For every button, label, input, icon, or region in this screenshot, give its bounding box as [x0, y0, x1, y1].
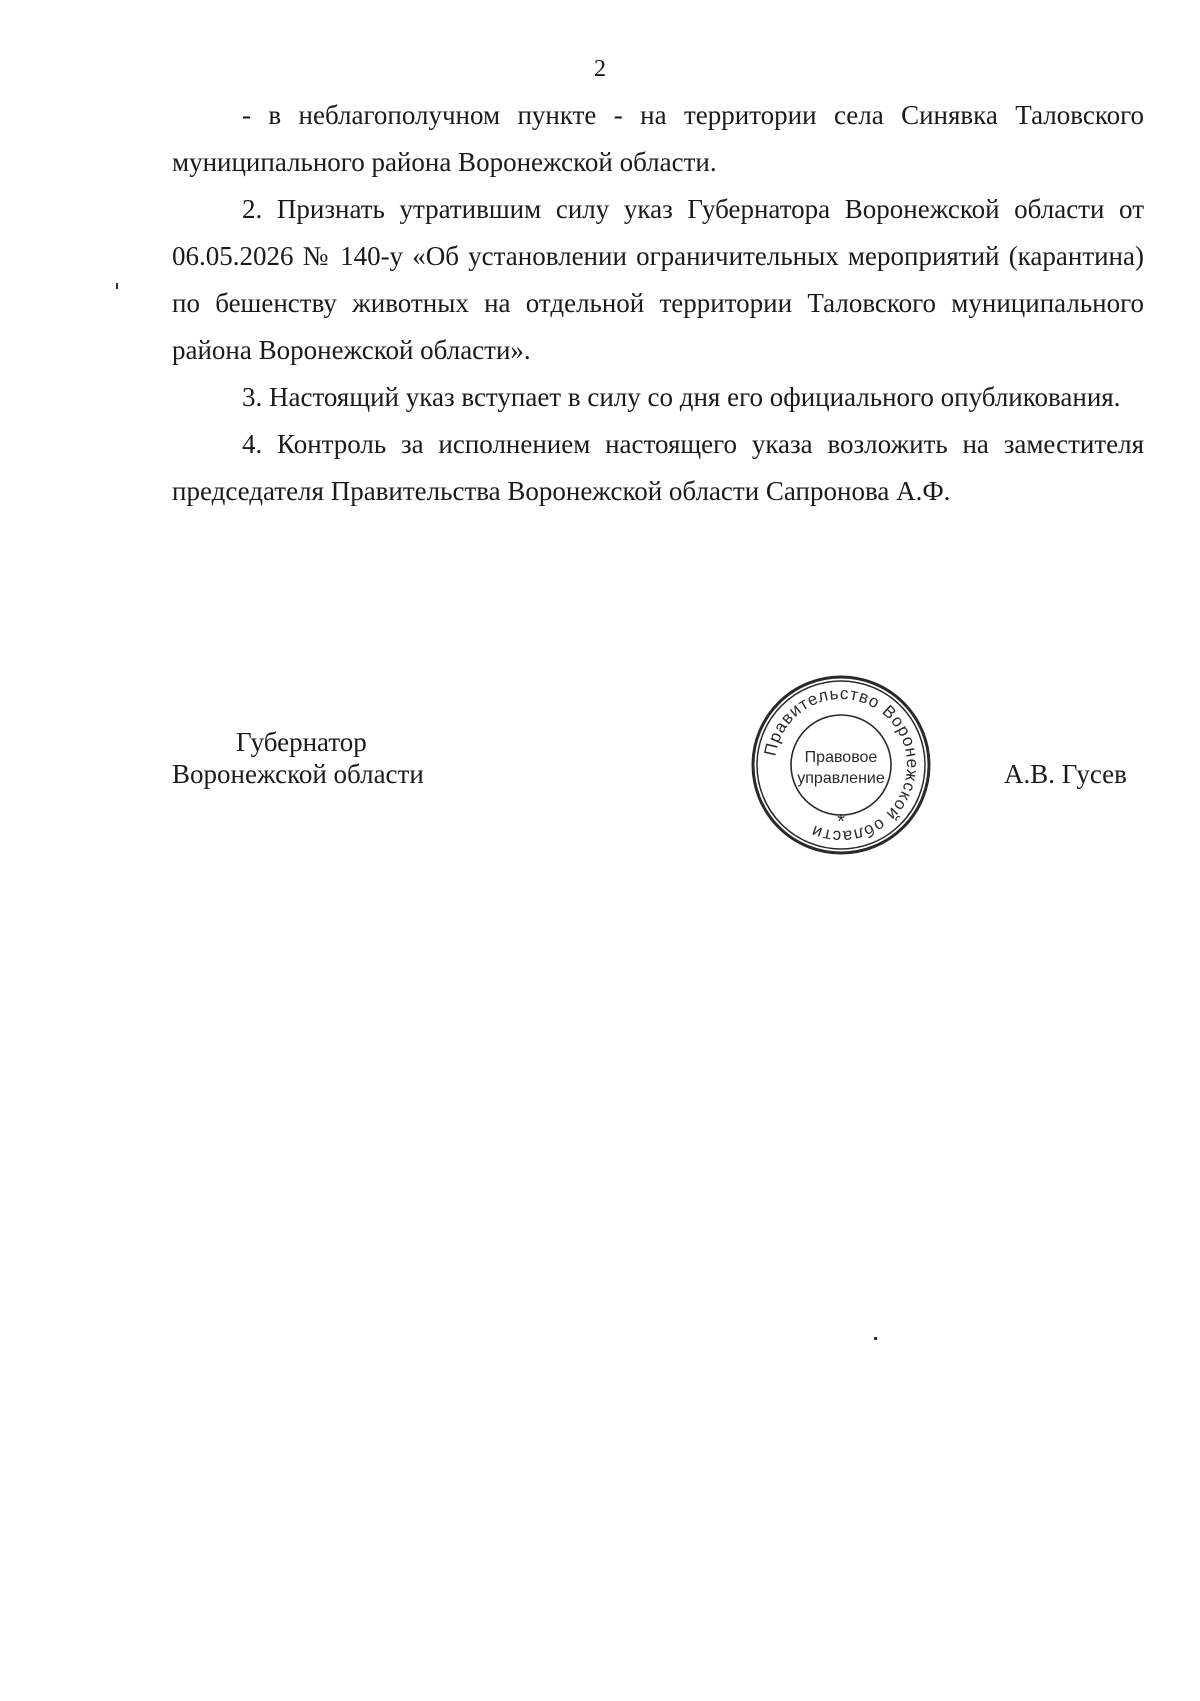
signatory-position	[172, 726, 424, 790]
document-body	[172, 92, 1144, 515]
legal-department-stamp	[746, 670, 936, 860]
signatory-title-line1: Губернатор	[236, 727, 367, 757]
stamp-graphic	[746, 670, 936, 860]
stamp-star: *	[837, 811, 845, 833]
paragraph-4-control: 4. Контроль за исполнением настоящего указа возложить на заместителя председателя Правительства Воронежской области Сапронова А.Ф.	[172, 429, 1144, 506]
page-number: 2	[594, 56, 606, 82]
scan-mark-left	[116, 283, 118, 289]
paragraph-2-repeal: 2. Признать утратившим силу указ Губернатора Воронежской области от 06.05.2026 № 140-у «Об установлении ограничительных мероприятий (карантина) по бешенству животных на отдельной территории Таловского муниципального района Воронежской области».	[172, 194, 1144, 365]
stamp-ring-text: Правительство Воронежской области	[760, 683, 923, 847]
paragraph-territory: - в неблагополучном пункте - на территории села Синявка Таловского муниципального района Воронежской области.	[172, 100, 1144, 177]
signatory-title-line2: Воронежской области	[172, 759, 424, 789]
scan-mark-bottom	[874, 1337, 877, 1340]
stamp-center-line1: Правовое	[804, 749, 878, 766]
signatory-name: А.В. Гусев	[1004, 759, 1127, 789]
paragraph-3-effect: 3. Настоящий указ вступает в силу со дня его официального опубликования.	[242, 382, 1121, 412]
stamp-center-line2: управление	[797, 770, 885, 787]
